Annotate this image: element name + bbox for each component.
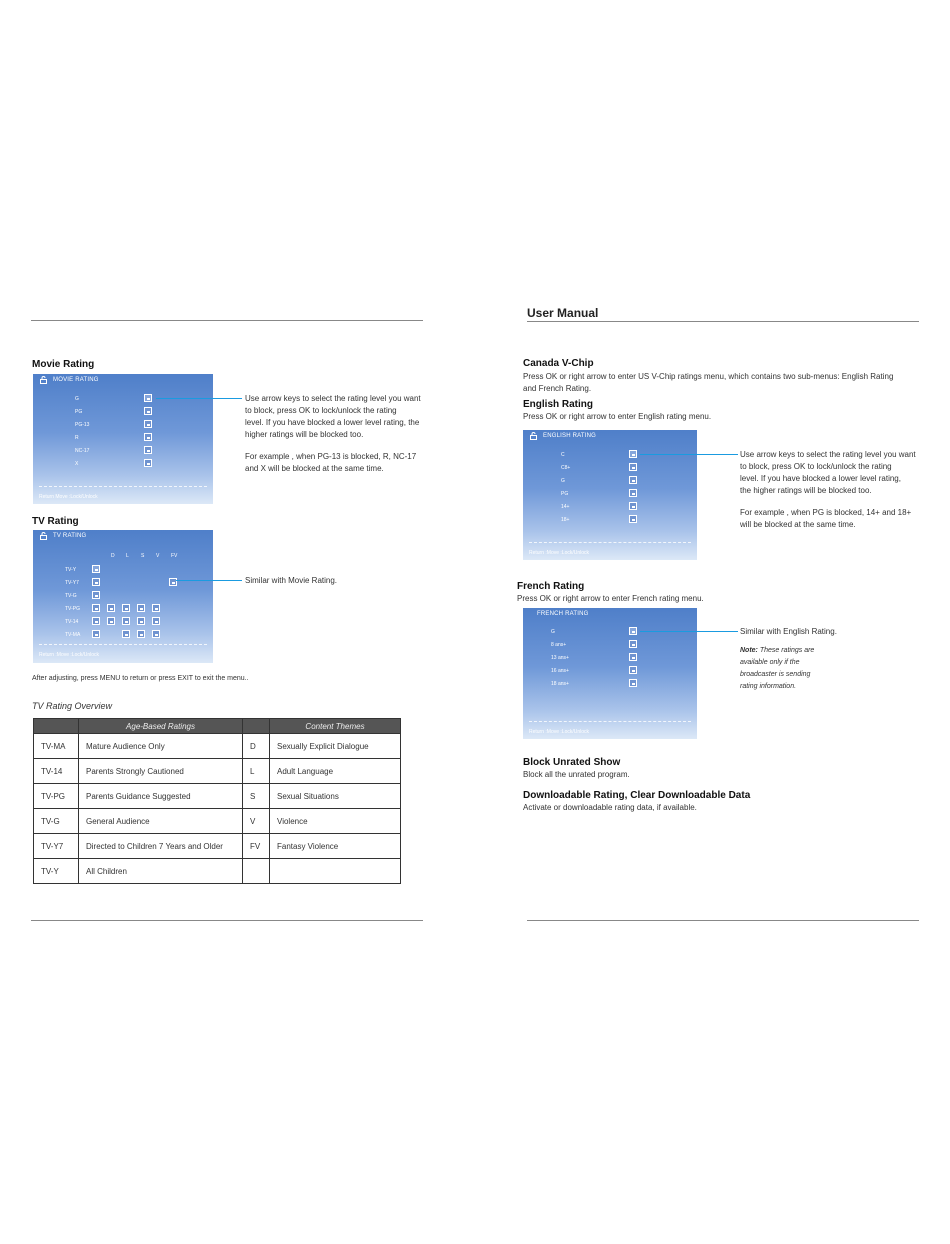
unrated-text: Block all the unrated program. [523, 770, 630, 779]
table-header-row [34, 719, 401, 734]
level-label: 8 ans+ [551, 642, 567, 648]
download-text: Activate or downloadable rating data, if available. [523, 803, 697, 812]
lock-toggle-icon[interactable] [92, 617, 100, 625]
movie-rating-heading: Movie Rating [32, 359, 95, 370]
level-label: G [561, 478, 565, 484]
english-text: Press OK or right arrow to enter English rating menu. [523, 412, 712, 421]
callout-line [640, 454, 738, 455]
lock-toggle-icon[interactable] [144, 446, 152, 454]
table-cell: TV-G [34, 809, 79, 834]
table-cell: Violence [270, 809, 401, 834]
lock-toggle-icon[interactable] [122, 604, 130, 612]
lock-toggle-icon[interactable] [92, 578, 100, 586]
lock-toggle-icon[interactable] [629, 463, 637, 471]
table-row [34, 784, 401, 809]
level-label: PG [75, 409, 83, 415]
screen-footer: Return :Move :Lock/Unlock [529, 729, 590, 735]
table-cell: TV-Y [34, 859, 79, 884]
lock-toggle-icon[interactable] [137, 630, 145, 638]
download-heading: Downloadable Rating, Clear Downloadable Data [523, 790, 751, 801]
english-example: For example , when PG is blocked, 14+ and 18+ will be blocked at the same time. [740, 508, 912, 529]
table-row [34, 834, 401, 859]
lock-toggle-icon[interactable] [144, 433, 152, 441]
lock-toggle-icon[interactable] [137, 617, 145, 625]
table-row [34, 759, 401, 784]
table-header: Age-Based Ratings [79, 719, 243, 734]
column-label: D [111, 553, 115, 559]
lock-toggle-icon[interactable] [137, 604, 145, 612]
level-label: R [75, 435, 79, 441]
table-header [243, 719, 270, 734]
screen-title: ENGLISH RATING [543, 433, 597, 439]
table-cell: Fantasy Violence [270, 834, 401, 859]
callout-line [640, 631, 738, 632]
lock-toggle-icon[interactable] [629, 489, 637, 497]
lock-icon [40, 532, 47, 540]
table-cell: L [243, 759, 270, 784]
canada-heading: Canada V-Chip [523, 358, 594, 369]
table-cell: Sexual Situations [270, 784, 401, 809]
lock-toggle-icon[interactable] [629, 679, 637, 687]
table-cell: TV-PG [34, 784, 79, 809]
lock-toggle-icon[interactable] [629, 450, 637, 458]
table-cell: Adult Language [270, 759, 401, 784]
table-row [34, 734, 401, 759]
bottom-rule-right [527, 920, 919, 921]
column-label: L [126, 553, 129, 559]
lock-toggle-icon[interactable] [144, 407, 152, 415]
level-label: G [551, 629, 555, 635]
level-label: TV-Y7 [65, 580, 79, 586]
table-header: Content Themes [270, 719, 401, 734]
level-label: G [75, 396, 79, 402]
table-row [34, 859, 401, 884]
table-cell [243, 859, 270, 884]
lock-toggle-icon[interactable] [122, 617, 130, 625]
lock-toggle-icon[interactable] [92, 565, 100, 573]
divider [39, 486, 207, 487]
page-header: User Manual [527, 306, 599, 320]
level-label: 13 ans+ [551, 655, 569, 661]
table-cell: D [243, 734, 270, 759]
table-cell: General Audience [79, 809, 243, 834]
table-cell: TV-Y7 [34, 834, 79, 859]
bottom-rule-left [31, 920, 423, 921]
french-rating-screen [523, 608, 697, 739]
english-desc: Use arrow keys to select the rating level you want to block, press OK to lock/unlock the rating level. If you have blocked a lower level rating, the higher ratings will be blocked too. [740, 450, 916, 495]
lock-toggle-icon[interactable] [107, 604, 115, 612]
lock-toggle-icon[interactable] [92, 591, 100, 599]
callout-line [176, 580, 242, 581]
divider [39, 644, 207, 645]
movie-desc: Use arrow keys to select the rating level you want to block, press OK to lock/unlock the rating level. If you have blocked a lower level rating, the higher ratings will be blocked too. [245, 394, 421, 439]
tv-desc: Similar with Movie Rating. [245, 576, 338, 585]
level-label: TV-G [65, 593, 77, 599]
level-label: NC-17 [75, 448, 90, 454]
lock-toggle-icon[interactable] [629, 640, 637, 648]
lock-toggle-icon[interactable] [152, 604, 160, 612]
screen-footer: Return :Move :Lock/Unlock [529, 550, 590, 556]
screen-footer: Return Move :Lock/Unlock [39, 494, 98, 500]
lock-toggle-icon[interactable] [144, 394, 152, 402]
divider [529, 542, 691, 543]
level-label: TV-Y [65, 567, 77, 573]
lock-toggle-icon[interactable] [152, 617, 160, 625]
level-label: TV-14 [65, 619, 79, 625]
table-cell: Directed to Children 7 Years and Older [79, 834, 243, 859]
rating-overview-table [33, 718, 401, 884]
table-cell: All Children [79, 859, 243, 884]
lock-icon [40, 376, 47, 384]
level-label: C8+ [561, 465, 571, 471]
table-cell: Mature Audience Only [79, 734, 243, 759]
lock-toggle-icon[interactable] [629, 627, 637, 635]
tv-rating-screen [33, 530, 213, 663]
movie-rating-screen [33, 374, 213, 504]
level-label: 14+ [561, 504, 570, 510]
lock-toggle-icon[interactable] [629, 502, 637, 510]
level-label: C [561, 452, 565, 458]
level-label: X [75, 461, 79, 467]
french-heading: French Rating [517, 581, 585, 592]
top-rule-right [527, 321, 919, 322]
screen-title: TV RATING [53, 533, 87, 539]
column-label: V [156, 553, 160, 559]
lock-toggle-icon[interactable] [629, 653, 637, 661]
table-header [34, 719, 79, 734]
lock-icon [530, 432, 537, 440]
table-row [34, 809, 401, 834]
lock-toggle-icon[interactable] [629, 666, 637, 674]
english-heading: English Rating [523, 399, 593, 410]
french-text: Press OK or right arrow to enter French rating menu. [517, 594, 704, 603]
table-cell [270, 859, 401, 884]
column-label: S [141, 553, 145, 559]
movie-example: For example , when PG-13 is blocked, R, NC-17 and X will be blocked at the same time. [245, 452, 417, 473]
lock-toggle-icon[interactable] [629, 515, 637, 523]
lock-toggle-icon[interactable] [629, 476, 637, 484]
canada-text: Press OK or right arrow to enter US V-Chip ratings menu, which contains two sub-menus: English Rating and French Rating. [523, 372, 894, 393]
table-cell: S [243, 784, 270, 809]
screen-footer: Return :Move :Lock/Unlock [39, 652, 100, 658]
table-cell: V [243, 809, 270, 834]
lock-toggle-icon[interactable] [92, 604, 100, 612]
level-label: TV-MA [65, 632, 81, 638]
lock-toggle-icon[interactable] [92, 630, 100, 638]
level-label: 16 ans+ [551, 668, 569, 674]
level-label: 18 ans+ [551, 681, 569, 687]
lock-toggle-icon[interactable] [152, 630, 160, 638]
lock-toggle-icon[interactable] [144, 420, 152, 428]
callout-line [156, 398, 242, 399]
lock-toggle-icon[interactable] [144, 459, 152, 467]
overview-title: TV Rating Overview [32, 701, 113, 711]
screen-title: FRENCH RATING [537, 611, 589, 617]
level-label: TV-PG [65, 606, 81, 612]
tv-rating-heading: TV Rating [32, 516, 79, 527]
level-label: PG [561, 491, 569, 497]
table-cell: TV-MA [34, 734, 79, 759]
table-cell: Parents Strongly Cautioned [79, 759, 243, 784]
divider [529, 721, 691, 722]
english-rating-screen [523, 430, 697, 560]
column-label: FV [171, 553, 178, 559]
level-label: 18+ [561, 517, 570, 523]
table-cell: Parents Guidance Suggested [79, 784, 243, 809]
unrated-heading: Block Unrated Show [523, 757, 621, 768]
after-adjusting-text: After adjusting, press MENU to return or press EXIT to exit the menu.. [32, 675, 249, 682]
lock-toggle-icon[interactable] [122, 630, 130, 638]
table-cell: Sexually Explicit Dialogue [270, 734, 401, 759]
table-cell: TV-14 [34, 759, 79, 784]
screen-title: MOVIE RATING [53, 377, 99, 383]
top-rule-left [31, 320, 423, 321]
table-cell: FV [243, 834, 270, 859]
level-label: PG-13 [75, 422, 90, 428]
french-note: Note: These ratings are available only if the broadcaster is sending rating information. [740, 647, 815, 690]
lock-toggle-icon[interactable] [107, 617, 115, 625]
french-desc: Similar with English Rating. [740, 627, 837, 636]
